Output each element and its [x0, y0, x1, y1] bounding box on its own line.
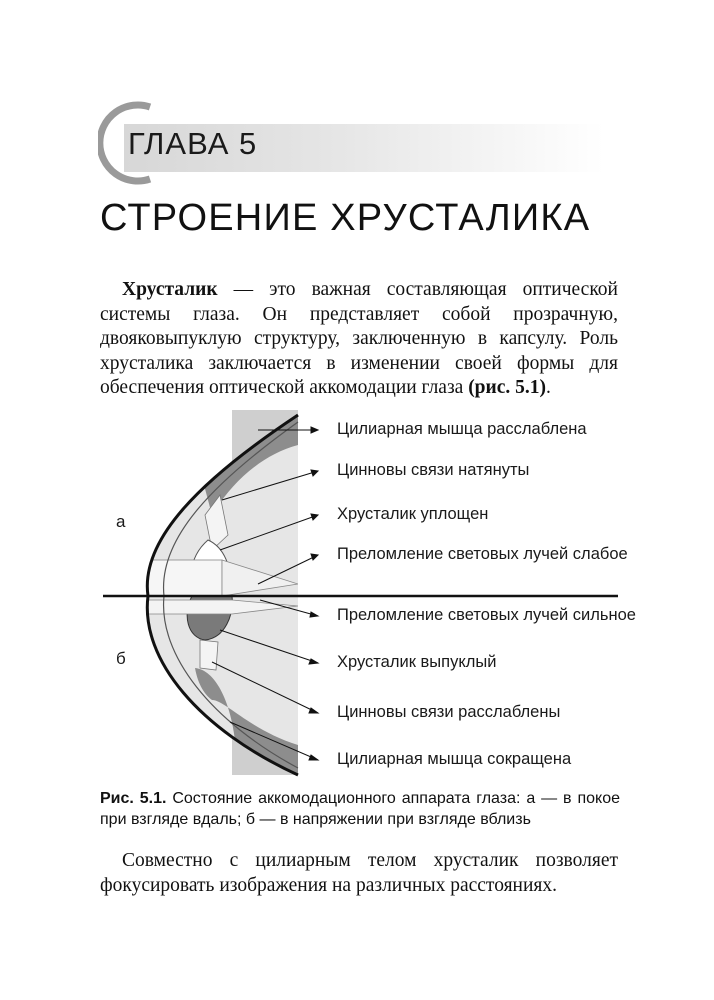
- panel-b-label: б: [116, 649, 126, 668]
- callout-lens-convex: Хрусталик выпуклый: [337, 653, 497, 671]
- closing-paragraph: [100, 848, 618, 898]
- closing-text: Совместно с цилиарным телом хрусталик позволяет фокусировать изображения на различных расстояниях.: [100, 850, 618, 896]
- caption-label: Рис. 5.1.: [100, 790, 167, 807]
- figure-caption: [100, 788, 620, 830]
- chapter-title: СТРОЕНИЕ ХРУСТАЛИКА: [100, 197, 591, 239]
- callout-refraction-weak: Преломление световых лучей слабое: [337, 545, 628, 563]
- intro-body: — это важная составляющая оптической системы глаза. Он представляет собой прозрачную, двояковыпуклую структуру, заключенную в капсулу. Роль хрусталика заключается в изменении своей формы для обеспечения оптической аккомодации глаза: [100, 279, 618, 398]
- eye-diagram: [0, 400, 714, 785]
- intro-tail: .: [546, 377, 551, 398]
- callout-ciliary-contracted: Цилиарная мышца сокращена: [337, 750, 572, 768]
- figure-5-1: [0, 400, 714, 790]
- zonules-relaxed: [200, 640, 218, 670]
- callout-ciliary-relaxed: Цилиарная мышца расслаблена: [337, 420, 587, 438]
- intro-paragraph: [100, 278, 618, 401]
- callout-zonules-taut: Цинновы связи натянуты: [337, 461, 530, 479]
- chapter-label: ГЛАВА 5: [128, 126, 258, 161]
- callout-lens-flat: Хрусталик уплощен: [337, 505, 489, 523]
- intro-term: Хрусталик: [122, 279, 218, 300]
- caption-text: Состояние аккомодационного аппарата глаза: а — в покое при взгляде вдаль; б — в напряжении при взгляде вблизь: [100, 790, 621, 828]
- callout-refraction-strong: Преломление световых лучей сильное: [337, 606, 636, 624]
- figure-ref: (рис. 5.1): [468, 377, 547, 398]
- callout-zonules-relaxed: Цинновы связи расслаблены: [337, 703, 561, 721]
- panel-a-label: а: [116, 512, 126, 531]
